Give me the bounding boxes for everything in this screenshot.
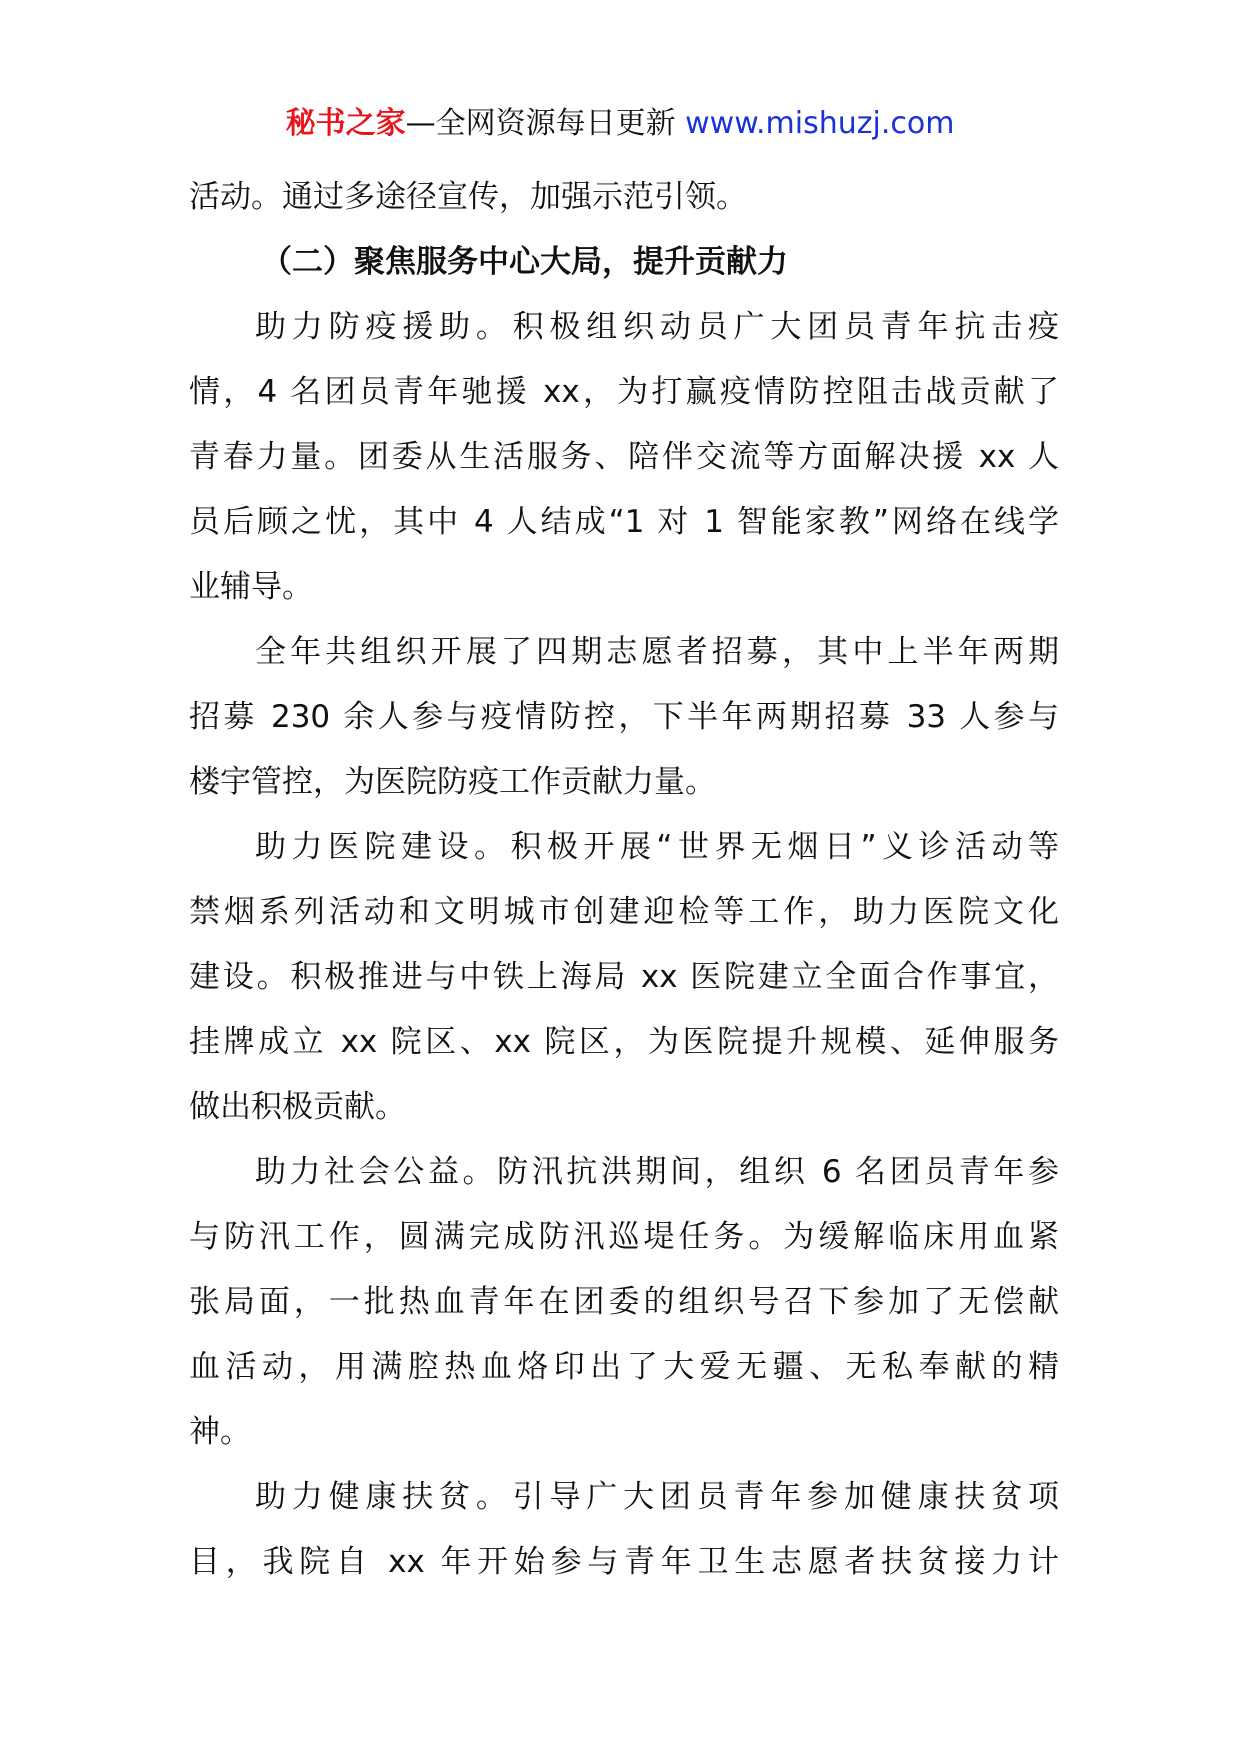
site-slogan: —全网资源每日更新	[405, 106, 676, 141]
paragraph-line: 目，我院自 xx 年开始参与青年卫生志愿者扶贫接力计	[189, 1544, 1059, 1580]
paragraph-line: 全年共组织开展了四期志愿者招募，其中上半年两期	[255, 634, 1059, 670]
site-url: www.mishuzj.com	[685, 106, 955, 141]
paragraph-line: 招募 230 余人参与疫情防控，下半年两期招募 33 人参与	[189, 699, 1059, 735]
paragraph-line: 血活动，用满腔热血烙印出了大爱无疆、无私奉献的精	[189, 1349, 1059, 1385]
site-brand: 秘书之家	[285, 106, 406, 141]
paragraph-line: 与防汛工作，圆满完成防汛巡堤任务。为缓解临床用血紧	[189, 1219, 1059, 1255]
paragraph-line: 做出积极贡献。	[189, 1089, 406, 1125]
site-watermark-header	[0, 104, 1240, 144]
paragraph-line: 青春力量。团委从生活服务、陪伴交流等方面解决援 xx 人	[189, 439, 1059, 475]
paragraph-line: 神。	[189, 1414, 251, 1450]
paragraph-line: 业辅导。	[189, 569, 313, 605]
paragraph-line: 楼宇管控，为医院防疫工作贡献力量。	[189, 764, 716, 800]
paragraph-line: 建设。积极推进与中铁上海局 xx 医院建立全面合作事宜，	[189, 959, 1059, 995]
section-heading: （二）聚焦服务中心大局，提升贡献力	[261, 244, 788, 280]
paragraph-line: 助力医院建设。积极开展“世界无烟日”义诊活动等	[255, 829, 1059, 865]
paragraph-line: 禁烟系列活动和文明城市创建迎检等工作，助力医院文化	[189, 894, 1059, 930]
paragraph-line: 助力健康扶贫。引导广大团员青年参加健康扶贫项	[255, 1479, 1059, 1515]
paragraph-line: 员后顾之忧，其中 4 人结成“1 对 1 智能家教”网络在线学	[189, 504, 1059, 540]
paragraph-line: 张局面，一批热血青年在团委的组织号召下参加了无偿献	[189, 1284, 1059, 1320]
paragraph-line: 助力社会公益。防汛抗洪期间，组织 6 名团员青年参	[255, 1154, 1059, 1190]
paragraph-line: 活动。通过多途径宣传，加强示范引领。	[189, 179, 747, 215]
paragraph-line: 情，4 名团员青年驰援 xx，为打赢疫情防控阻击战贡献了	[189, 374, 1059, 410]
paragraph-line: 挂牌成立 xx 院区、xx 院区，为医院提升规模、延伸服务	[189, 1024, 1059, 1060]
paragraph-line: 助力防疫援助。积极组织动员广大团员青年抗击疫	[255, 309, 1059, 345]
document-body	[189, 165, 1059, 1595]
